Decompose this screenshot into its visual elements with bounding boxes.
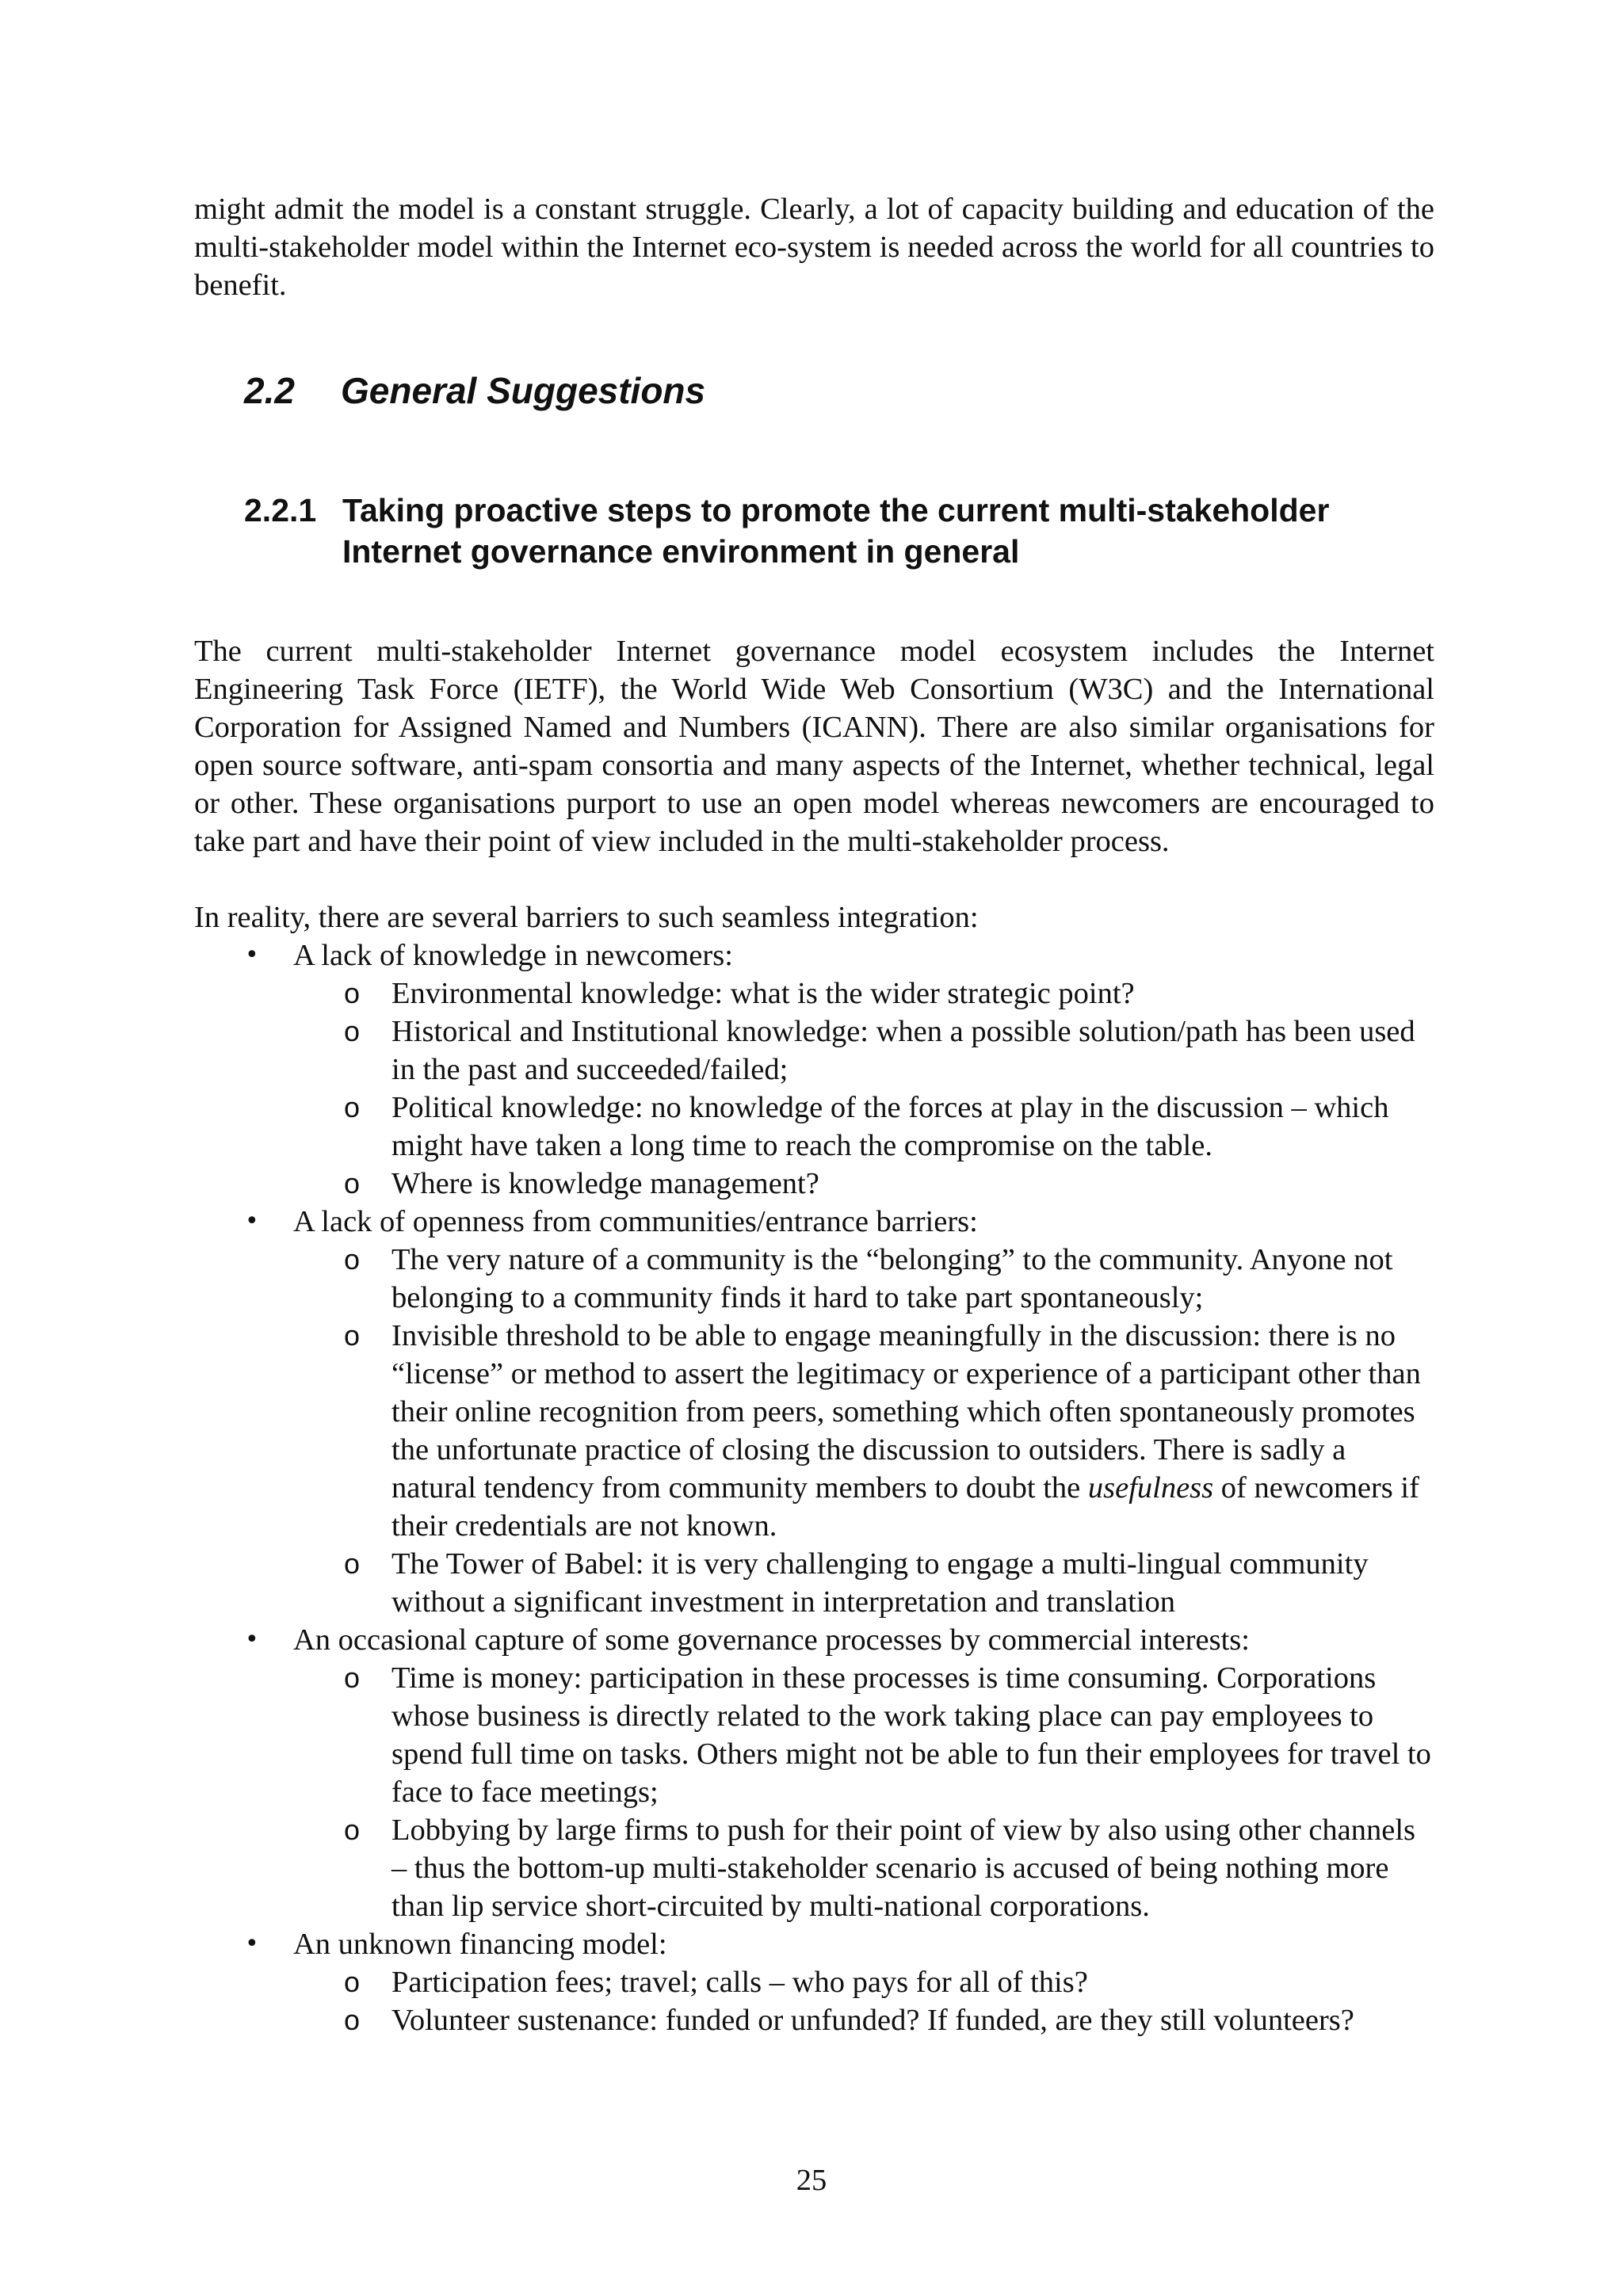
sub-bullet-icon: o <box>344 1661 361 1694</box>
sub-bullet-list <box>293 1241 1434 1621</box>
sub-bullet-item <box>293 1659 1434 1811</box>
section-number: 2.2 <box>244 370 295 411</box>
sub-bullet-text: The Tower of Babel: it is very challenging to engage a multi-lingual community without a significant investment in interpretation and translation <box>391 1547 1369 1619</box>
sub-bullet-item <box>293 1317 1434 1545</box>
sub-bullet-item <box>293 1089 1434 1165</box>
sub-bullet-text: Invisible threshold to be able to engage meaningfully in the discussion: there is no “license” or method to assert the legitimacy or experience of a participant other than their online recognition from peers, something which often spontaneously promotes the unfortunate practice of closing the discussion to outsiders. There is sadly a natural tendency from community members to doubt the <box>391 1319 1421 1505</box>
sub-bullet-list <box>293 1963 1434 2039</box>
sub-bullet-icon: o <box>344 1547 361 1580</box>
sub-bullet-text: Volunteer sustenance: funded or unfunded? If funded, are they still volunteers? <box>391 2004 1354 2037</box>
page-content <box>194 190 1434 2039</box>
sub-bullet-icon: o <box>344 2004 361 2036</box>
sub-bullet-item <box>293 974 1434 1013</box>
sub-bullet-item <box>293 1963 1434 2001</box>
sub-bullet-icon: o <box>344 1167 361 1199</box>
emphasized-word: usefulness <box>1087 1471 1214 1505</box>
sub-bullet-text: Environmental knowledge: what is the wider strategic point? <box>391 977 1135 1010</box>
body-paragraph: The current multi-stakeholder Internet governance model ecosystem includes the Internet Engineering Task Force (IETF), the World Wide Web Consortium (W3C) and the International Corporation for Assigned Named and Numbers (ICANN). There are also similar organisations for open source software, anti-spam consortia and many aspects of the Internet, whether technical, legal or other. These organisations purport to use an open model whereas newcomers are encouraged to take part and have their point of view included in the multi-stakeholder process. <box>194 635 1434 858</box>
sub-bullet-icon: o <box>344 1091 361 1123</box>
bullet-text: A lack of openness from communities/entrance barriers: <box>293 1205 978 1238</box>
bullet-text: An unknown financing model: <box>293 1928 667 1961</box>
page-number: 25 <box>796 2164 827 2197</box>
bullet-item <box>194 936 1434 1203</box>
bullet-icon: • <box>245 941 259 969</box>
bullet-icon: • <box>245 1930 259 1958</box>
section-title: General Suggestions <box>341 370 706 411</box>
sub-bullet-item <box>293 1545 1434 1621</box>
sub-bullet-text: Time is money: participation in these processes is time consuming. Corporations whose business is directly related to the work taking place can pay employees to spend full time on tasks. Others might not be able to fun their employees for travel to face to face meetings; <box>391 1661 1431 1809</box>
bullet-item <box>194 1203 1434 1621</box>
sub-bullet-icon: o <box>344 1966 361 1998</box>
sub-bullet-text: Where is knowledge management? <box>391 1167 819 1200</box>
sub-bullet-text: The very nature of a community is the “belonging” to the community. Anyone not belonging to a community finds it hard to take part spontaneously; <box>391 1243 1393 1314</box>
sub-bullet-text-end: of newcomers if their credentials are not known. <box>391 1471 1419 1543</box>
intro-paragraph: might admit the model is a constant struggle. Clearly, a lot of capacity building and education of the multi-stakeholder model within the Internet eco-system is needed across the world for all countries to benefit. <box>194 193 1434 302</box>
subsection-number: 2.2.1 <box>244 492 317 528</box>
sub-bullet-text: Historical and Institutional knowledge: when a possible solution/path has been used in the past and succeeded/failed; <box>391 1015 1415 1086</box>
sub-bullet-text: Political knowledge: no knowledge of the forces at play in the discussion – which might have taken a long time to reach the compromise on the table. <box>391 1091 1389 1162</box>
sub-bullet-icon: o <box>344 1319 361 1352</box>
sub-bullet-icon: o <box>344 1243 361 1276</box>
sub-bullet-item <box>293 1811 1434 1925</box>
bullet-item <box>194 1621 1434 1925</box>
sub-bullet-item <box>293 1013 1434 1089</box>
sub-bullet-item <box>293 1165 1434 1203</box>
bullet-text: A lack of knowledge in newcomers: <box>293 939 733 972</box>
sub-bullet-text: Participation fees; travel; calls – who pays for all of this? <box>391 1966 1088 1999</box>
sub-bullet-list <box>293 1659 1434 1925</box>
section-heading <box>194 368 1434 413</box>
barriers-intro: In reality, there are several barriers to such seamless integration: <box>194 901 979 934</box>
bullet-text: An occasional capture of some governance processes by commercial interests: <box>293 1623 1250 1657</box>
bullet-icon: • <box>245 1626 259 1653</box>
sub-bullet-icon: o <box>344 1814 361 1846</box>
bullet-item <box>194 1925 1434 2039</box>
sub-bullet-text: Lobbying by large firms to push for their point of view by also using other channels – thus the bottom-up multi-stakeholder scenario is accused of being nothing more than lip service short-circuited by multi-national corporations. <box>391 1814 1416 1923</box>
bullet-icon: • <box>245 1207 259 1235</box>
barrier-list <box>194 936 1434 2039</box>
sub-bullet-icon: o <box>344 977 361 1009</box>
sub-bullet-icon: o <box>344 1015 361 1047</box>
sub-bullet-list <box>293 974 1434 1203</box>
subsection-title: Taking proactive steps to promote the current multi-stakeholder Internet governance environment in general <box>342 492 1330 570</box>
sub-bullet-item <box>293 2001 1434 2039</box>
subsection-heading <box>194 490 1434 572</box>
sub-bullet-item <box>293 1241 1434 1317</box>
